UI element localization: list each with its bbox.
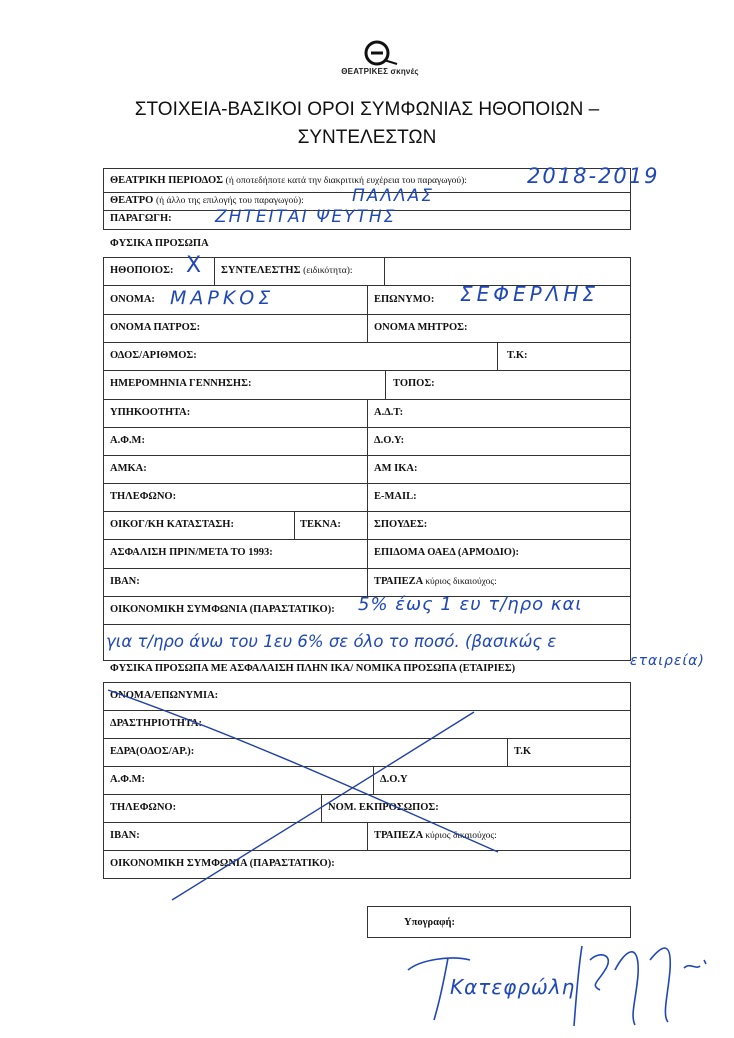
legal-persons-heading: ΦΥΣΙΚΑ ΠΡΟΣΩΠΑ ΜΕ ΑΣΦΑΛΑΙΣΗ ΠΛΗΝ ΙΚΑ/ ΝΟΜΙΚΑ ΠΡΟΣΩΠΑ (ΕΤΑΙΡΙΕΣ) bbox=[110, 663, 516, 674]
actor-checkmark: X bbox=[186, 253, 204, 278]
legal-agreement-label: ΟΙΚΟΝΟΜΙΚΗ ΣΥΜΦΩΝΙΑ (ΠΑΡΑΣΤΑΤΙΚΟ): bbox=[110, 858, 335, 869]
signature-handwritten: Κατεφρώλη bbox=[450, 975, 576, 999]
title-line-2: ΣΥΝΤΕΛΕΣΤΩΝ bbox=[297, 127, 437, 148]
street-label: ΟΔΟΣ/ΑΡΙΘΜΟΣ: bbox=[110, 350, 197, 361]
name-label: ΟΝΟΜΑ: bbox=[110, 294, 155, 305]
legal-zip-label: Τ.Κ bbox=[514, 746, 532, 757]
legal-activity-label: ΔΡΑΣΤΗΡΙΟΤΗΤΑ: bbox=[110, 718, 202, 729]
father-name-label: ΟΝΟΜΑ ΠΑΤΡΟΣ: bbox=[110, 322, 201, 333]
legal-name-label: ΟΝΟΜΑ/ΕΠΩΝΥΜΙΑ: bbox=[110, 690, 219, 701]
legal-bank-label: ΤΡΑΠΕΖΑ κύριος δικαιούχος: bbox=[374, 830, 497, 841]
amika-label: ΑΜ ΙΚΑ: bbox=[374, 463, 418, 474]
phone-label: ΤΗΛΕΦΩΝΟ: bbox=[110, 491, 177, 502]
signature-scribble-icon bbox=[400, 930, 720, 1030]
title-line-1: ΣΤΟΙΧΕΙΑ-ΒΑΣΙΚΟΙ ΟΡΟΙ ΣΥΜΦΩΝΙΑΣ ΗΘΟΠΟΙΩΝ – bbox=[134, 99, 600, 120]
oaed-label: ΕΠΙΔΟΜΑ ΟΑΕΔ (ΑΡΜΟΔΙΟ): bbox=[374, 547, 519, 558]
surname-value: ΣΕΦΕΡΛΗΣ bbox=[460, 282, 600, 306]
legal-phone-label: ΤΗΛΕΦΩΝΟ: bbox=[110, 802, 177, 813]
place-label: ΤΟΠΟΣ: bbox=[393, 378, 435, 389]
period-label: ΘΕΑΤΡΙΚΗ ΠΕΡΙΟΔΟΣ (ή οποτεδήποτε κατά την διακριτική ευχέρεια του παραγωγού): bbox=[110, 175, 467, 186]
iban-label: IBAN: bbox=[110, 576, 140, 587]
legal-iban-label: IBAN: bbox=[110, 830, 140, 841]
actor-label: ΗΘΟΠΟΙΟΣ: bbox=[110, 265, 174, 276]
legal-afm-label: Α.Φ.Μ: bbox=[110, 774, 145, 785]
agreement-line-2: για τ/ηρο άνω του 1ευ 6% σε όλο το ποσό. (βασικώς ε bbox=[106, 632, 557, 651]
production-label: ΠΑΡΑΓΩΓΗ: bbox=[110, 213, 172, 224]
legal-seat-label: ΕΔΡΑ(ΟΔΟΣ/ΑΡ.): bbox=[110, 746, 195, 757]
agreement-line-3: εταιρεία) bbox=[630, 653, 705, 669]
natural-persons-heading: ΦΥΣΙΚΑ ΠΡΟΣΩΠΑ bbox=[110, 238, 209, 249]
doy-label: Δ.Ο.Υ: bbox=[374, 435, 405, 446]
family-status-label: ΟΙΚΟΓ/ΚΗ ΚΑΤΑΣΤΑΣΗ: bbox=[110, 519, 234, 530]
studies-label: ΣΠΟΥΔΕΣ: bbox=[374, 519, 428, 530]
children-label: ΤΕΚΝΑ: bbox=[300, 519, 341, 530]
mother-name-label: ΟΝΟΜΑ ΜΗΤΡΟΣ: bbox=[374, 322, 468, 333]
contributor-label: ΣΥΝΤΕΛΕΣΤΗΣ (ειδικότητα): bbox=[221, 265, 353, 276]
production-value: ΖΗΤΕΙΤΑΙ ΨΕΥΤΗΣ bbox=[215, 207, 397, 227]
birthdate-label: ΗΜΕΡΟΜΗΝΙΑ ΓΕΝΝΗΣΗΣ: bbox=[110, 378, 252, 389]
logo-brand-text: ΘΕΑΤΡΙΚΕΣ σκηνές bbox=[341, 67, 419, 76]
citizenship-label: ΥΠΗΚΟΟΤΗΤΑ: bbox=[110, 407, 191, 418]
zip-label: Τ.Κ: bbox=[507, 350, 528, 361]
theatre-label: ΘΕΑΤΡΟ (ή άλλο της επιλογής του παραγωγού): bbox=[110, 195, 304, 206]
theatre-value: ΠΑΛΛΑΣ bbox=[352, 186, 435, 206]
id-label: Α.Δ.Τ: bbox=[374, 407, 404, 418]
agreement-line-1: 5% έως 1 ευ τ/ηρο και bbox=[358, 594, 583, 615]
agreement-label: ΟΙΚΟΝΟΜΙΚΗ ΣΥΜΦΩΝΙΑ (ΠΑΡΑΣΤΑΤΙΚΟ): bbox=[110, 604, 335, 615]
insurance-label: ΑΣΦΑΛΙΣΗ ΠΡΙΝ/ΜΕΤΑ ΤΟ 1993: bbox=[110, 547, 273, 558]
bank-label: ΤΡΑΠΕΖΑ κύριος δικαιούχος: bbox=[374, 576, 497, 587]
name-value: ΜΑΡΚΟΣ bbox=[170, 287, 275, 309]
legal-rep-label: ΝΟΜ. ΕΚΠΡΟΣΩΠΟΣ: bbox=[328, 802, 439, 813]
amka-label: ΑΜΚΑ: bbox=[110, 463, 147, 474]
afm-label: Α.Φ.Μ: bbox=[110, 435, 145, 446]
period-value: 2018-2019 bbox=[527, 164, 660, 188]
surname-label: ΕΠΩΝΥΜΟ: bbox=[374, 294, 435, 305]
legal-doy-label: Δ.Ο.Υ bbox=[380, 774, 408, 785]
email-label: E-MAIL: bbox=[374, 491, 417, 502]
signature-label: Υπογραφή: bbox=[404, 917, 455, 928]
